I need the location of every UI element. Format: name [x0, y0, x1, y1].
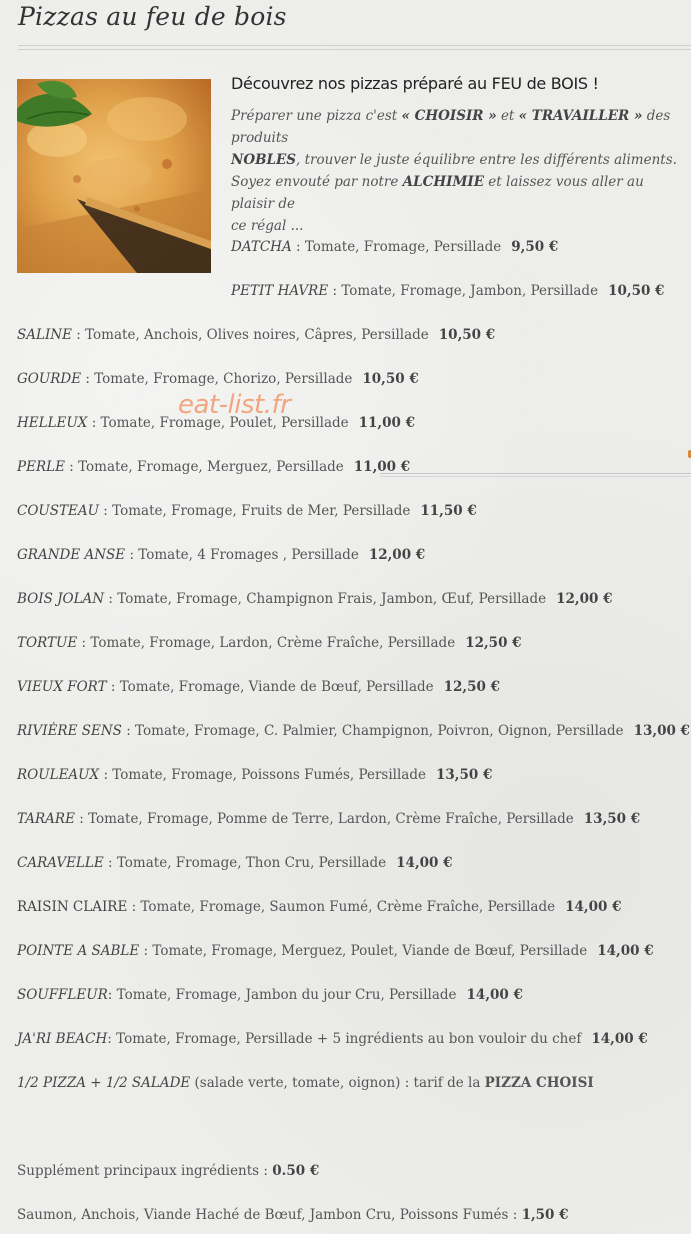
menu-item-desc: : Tomate, Fromage, Viande de Bœuf, Persillade — [106, 679, 434, 695]
menu-item-desc: : Tomate, Fromage, Poulet, Persillade — [87, 415, 349, 431]
menu-item-name: BOIS JOLAN — [17, 591, 105, 607]
menu-item-price: 13,50 € — [583, 811, 641, 827]
menu-item-desc: : Tomate, Fromage, Merguez, Persillade — [64, 459, 344, 475]
menu-item-tarare — [17, 811, 640, 827]
menu-item-price: 14,00 € — [591, 1031, 648, 1047]
menu-item-name: TORTUE — [17, 635, 78, 651]
menu-item-price: 12,50 € — [465, 635, 522, 651]
menu-item-datcha — [231, 239, 558, 255]
supplement-extra — [17, 1207, 569, 1223]
watermark: eat-list.fr — [178, 390, 291, 420]
menu-item-souffleur — [17, 987, 523, 1003]
menu-item-gourde — [17, 371, 419, 387]
menu-item-desc: : Tomate, Fromage, Persillade — [291, 239, 502, 255]
menu-item-half-pizza-half-salad — [17, 1075, 594, 1091]
menu-item-tortue — [17, 635, 522, 651]
intro-emphasis-travailler: « TRAVAILLER » — [518, 108, 643, 124]
menu-item-price: 10,50 € — [438, 327, 496, 343]
supplement-label: Supplément principaux ingrédients : — [17, 1163, 268, 1179]
menu-item-name: GRANDE ANSE — [17, 547, 126, 563]
menu-item-desc: : Tomate, Fromage, Jambon, Persillade — [328, 283, 599, 299]
menu-item-desc: : Tomate, Fromage, C. Palmier, Champignon, Poivron, Oignon, Persillade — [121, 723, 624, 739]
menu-item-price: 11,00 € — [353, 459, 411, 475]
supplement-label: Saumon, Anchois, Viande Haché de Bœuf, Jambon Cru, Poissons Fumés : — [17, 1207, 518, 1223]
menu-item-name: JA'RI BEACH — [17, 1031, 108, 1047]
menu-item-price: 14,00 € — [396, 855, 453, 871]
menu-item-riviere-sens — [17, 723, 690, 739]
intro-text: , trouver le juste équilibre entre les différents aliments. — [296, 152, 677, 168]
menu-item-rouleaux — [17, 767, 492, 783]
menu-item-bois-jolan — [17, 591, 613, 607]
menu-item-perle — [17, 459, 410, 475]
menu-item-desc: : Tomate, Fromage, Poissons Fumés, Persillade — [99, 767, 426, 783]
menu-item-desc: : Tomate, Fromage, Champignon Frais, Jambon, Œuf, Persillade — [104, 591, 547, 607]
page-title: Pizzas au feu de bois — [18, 2, 287, 31]
intro-emphasis-nobles: NOBLES — [231, 152, 297, 168]
menu-item-desc: : Tomate, Fromage, Chorizo, Persillade — [81, 371, 353, 387]
menu-item-price: 11,50 € — [420, 503, 477, 519]
menu-item-price: 9,50 € — [511, 239, 559, 255]
menu-item-desc: : Tomate, Fromage, Persillade + 5 ingrédients au bon vouloir du chef — [107, 1031, 582, 1047]
pizza-photo — [17, 79, 211, 273]
menu-item-desc: : Tomate, Fromage, Lardon, Crème Fraîche, Persillade — [77, 635, 456, 651]
menu-item-name: ROULEAUX — [17, 767, 100, 783]
menu-item-raisin-claire — [17, 899, 621, 915]
intro-text: des produits — [231, 108, 671, 146]
intro-text: ce régal ... — [231, 218, 304, 234]
intro-paragraph-2 — [231, 171, 691, 237]
menu-item-price: 12,00 € — [368, 547, 426, 563]
menu-item-price: 13,00 € — [633, 723, 690, 739]
intro-text: Soyez envouté par notre — [231, 174, 403, 190]
menu-item-desc: : Tomate, Fromage, Thon Cru, Persillade — [103, 855, 387, 871]
menu-item-desc: : Tomate, Fromage, Merguez, Poulet, Viande de Bœuf, Persillade — [139, 943, 588, 959]
menu-item-vieux-fort — [17, 679, 500, 695]
menu-item-price-note: PIZZA CHOISI — [484, 1075, 594, 1091]
menu-item-jari-beach — [17, 1031, 648, 1047]
menu-item-name: CARAVELLE — [17, 855, 104, 871]
supplement-main — [17, 1163, 319, 1179]
menu-item-price: 14,00 € — [565, 899, 622, 915]
menu-item-desc: (salade verte, tomate, oignon) : tarif de la — [190, 1075, 485, 1091]
menu-item-name: POINTE A SABLE — [17, 943, 140, 959]
menu-item-name: RIVIÈRE SENS — [17, 723, 122, 739]
intro-text: Préparer une pizza c'est — [231, 108, 402, 124]
menu-item-price: 14,00 € — [597, 943, 654, 959]
supplement-price: 1,50 € — [521, 1207, 569, 1223]
menu-item-price: 14,00 € — [466, 987, 523, 1003]
section-divider-secondary — [380, 476, 691, 477]
menu-item-name: HELLEUX — [17, 415, 88, 431]
menu-item-desc: : Tomate, 4 Fromages , Persillade — [125, 547, 359, 563]
menu-item-saline — [17, 327, 495, 343]
intro-emphasis-alchimie: ALCHIMIE — [402, 174, 484, 190]
menu-item-name: RAISIN CLAIRE — [17, 899, 128, 915]
intro-text: et — [496, 108, 519, 124]
menu-item-price: 12,50 € — [443, 679, 501, 695]
intro-heading: Découvrez nos pizzas préparé au FEU de BOIS ! — [231, 74, 599, 93]
menu-item-name: SOUFFLEUR — [17, 987, 108, 1003]
menu-item-price: 12,00 € — [556, 591, 613, 607]
menu-item-price: 13,50 € — [435, 767, 493, 783]
menu-item-name: DATCHA — [231, 239, 292, 255]
menu-item-name: VIEUX FORT — [17, 679, 107, 695]
menu-item-price: 10,50 € — [362, 371, 419, 387]
menu-item-name: COUSTEAU — [17, 503, 100, 519]
menu-item-grande-anse — [17, 547, 425, 563]
menu-item-desc: : Tomate, Fromage, Fruits de Mer, Persillade — [99, 503, 411, 519]
menu-item-desc: : Tomate, Fromage, Jambon du jour Cru, Persillade — [107, 987, 457, 1003]
menu-item-desc: : Tomate, Fromage, Pomme de Terre, Lardon, Crème Fraîche, Persillade — [74, 811, 574, 827]
menu-item-price: 10,50 € — [608, 283, 665, 299]
intro-emphasis-choisir: « CHOISIR » — [401, 108, 497, 124]
menu-item-name: 1/2 PIZZA + 1/2 SALADE — [17, 1075, 191, 1091]
menu-item-petit-havre — [231, 283, 664, 299]
menu-item-desc: : Tomate, Anchois, Olives noires, Câpres, Persillade — [71, 327, 429, 343]
menu-item-name: PERLE — [17, 459, 65, 475]
intro-text: et laissez vous aller au plaisir de — [231, 174, 644, 212]
menu-item-caravelle — [17, 855, 453, 871]
supplement-price: 0.50 € — [272, 1163, 320, 1179]
menu-item-name: GOURDE — [17, 371, 82, 387]
menu-item-cousteau — [17, 503, 477, 519]
menu-item-price: 11,00 € — [358, 415, 416, 431]
title-divider — [18, 45, 691, 46]
intro-paragraph-1 — [231, 105, 691, 171]
menu-item-name: TARARE — [17, 811, 75, 827]
menu-item-pointe-a-sable — [17, 943, 654, 959]
title-divider-secondary — [18, 49, 691, 50]
menu-item-desc: : Tomate, Fromage, Saumon Fumé, Crème Fraîche, Persillade — [127, 899, 556, 915]
menu-item-name: PETIT HAVRE — [231, 283, 329, 299]
section-divider — [380, 473, 691, 474]
menu-item-name: SALINE — [17, 327, 72, 343]
